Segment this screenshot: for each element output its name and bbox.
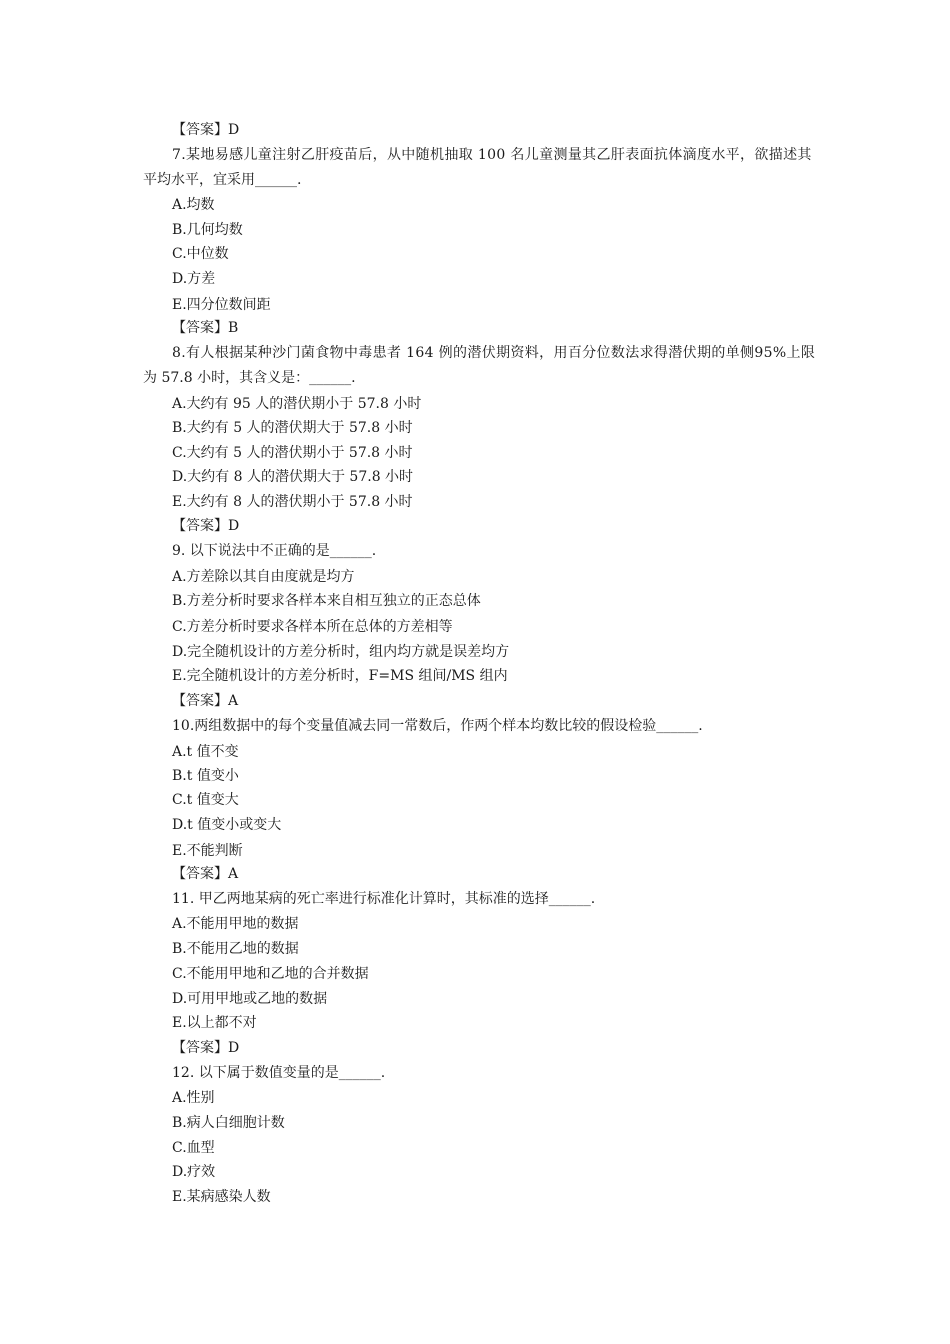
option-9c: C.方差分析时要求各样本所在总体的方差相等	[172, 619, 453, 635]
option-12b: B.病人白细胞计数	[172, 1115, 285, 1131]
question-8-text-cont: 为 57.8 小时，其含义是：______.	[143, 370, 356, 386]
answer-10: 【答案】A	[172, 866, 239, 882]
answer-line: 【答案】D	[172, 122, 240, 138]
option-12c: C.血型	[172, 1140, 215, 1156]
option-8a: A.大约有 95 人的潜伏期小于 57.8 小时	[172, 396, 422, 412]
option-10d: D.t 值变小或变大	[172, 817, 282, 833]
option-7b: B.几何均数	[172, 222, 243, 238]
option-11c: C.不能用甲地和乙地的合并数据	[172, 966, 369, 982]
answer-7: 【答案】B	[172, 320, 239, 336]
option-8e: E.大约有 8 人的潜伏期小于 57.8 小时	[172, 494, 413, 510]
option-9d: D.完全随机设计的方差分析时，组内均方就是误差均方	[172, 644, 510, 660]
question-12-text: 12. 以下属于数值变量的是______.	[172, 1065, 386, 1081]
option-9e: E.完全随机设计的方差分析时，F=MS 组间/MS 组内	[172, 668, 508, 684]
option-10c: C.t 值变大	[172, 792, 239, 808]
option-12e: E.某病感染人数	[172, 1189, 271, 1205]
option-11d: D.可用甲地或乙地的数据	[172, 991, 328, 1007]
option-10a: A.t 值不变	[172, 744, 239, 760]
question-9-text: 9. 以下说法中不正确的是______.	[172, 543, 377, 559]
option-7d: D.方差	[172, 271, 216, 287]
option-7a: A.均数	[172, 197, 215, 213]
option-10b: B.t 值变小	[172, 768, 239, 784]
option-12a: A.性别	[172, 1090, 215, 1106]
option-11a: A.不能用甲地的数据	[172, 916, 299, 932]
answer-9: 【答案】A	[172, 693, 239, 709]
option-10e: E.不能判断	[172, 843, 243, 859]
question-11-text: 11. 甲乙两地某病的死亡率进行标准化计算时，其标准的选择______.	[172, 891, 596, 907]
answer-11: 【答案】D	[172, 1040, 240, 1056]
option-8b: B.大约有 5 人的潜伏期大于 57.8 小时	[172, 420, 413, 436]
answer-8: 【答案】D	[172, 518, 240, 534]
option-11b: B.不能用乙地的数据	[172, 941, 299, 957]
option-8d: D.大约有 8 人的潜伏期大于 57.8 小时	[172, 469, 414, 485]
option-7e: E.四分位数间距	[172, 297, 271, 313]
question-8-text: 8.有人根据某种沙门菌食物中毒患者 164 例的潜伏期资料，用百分位数法求得潜伏期的单侧95%上限	[172, 345, 816, 361]
question-10-text: 10.两组数据中的每个变量值减去同一常数后，作两个样本均数比较的假设检验______.	[172, 718, 703, 734]
option-9b: B.方差分析时要求各样本来自相互独立的正态总体	[172, 593, 481, 609]
option-12d: D.疗效	[172, 1164, 216, 1180]
option-7c: C.中位数	[172, 246, 229, 262]
option-11e: E.以上都不对	[172, 1015, 257, 1031]
option-8c: C.大约有 5 人的潜伏期小于 57.8 小时	[172, 445, 413, 461]
option-9a: A.方差除以其自由度就是均方	[172, 569, 355, 585]
question-7-text: 7.某地易感儿童注射乙肝疫苗后，从中随机抽取 100 名儿童测量其乙肝表面抗体滴度水平，欲描述其	[172, 147, 812, 163]
question-7-text-cont: 平均水平，宜采用______.	[143, 172, 302, 188]
